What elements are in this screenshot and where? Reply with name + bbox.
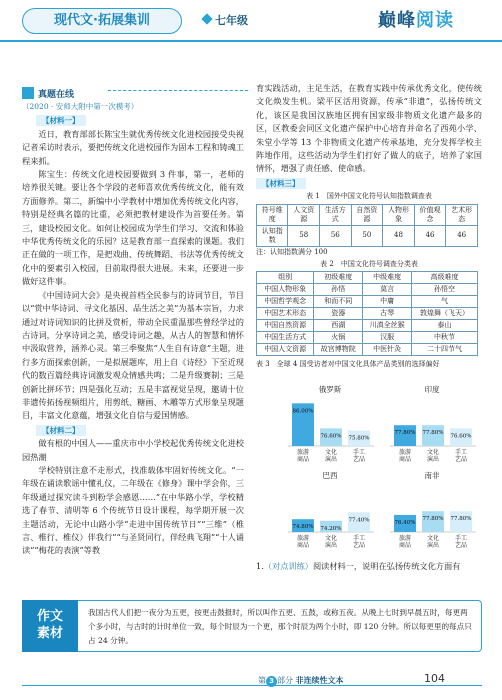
table-cell: 中庸 <box>363 296 412 308</box>
table-row <box>257 332 478 344</box>
table-cell: 孙悟 <box>314 284 363 296</box>
table-cell: 46 <box>414 225 446 246</box>
table-cell: 孙悟空 <box>412 284 478 296</box>
x-tick-label: 演出 <box>426 542 440 549</box>
page-number: 104 <box>424 672 445 685</box>
x-tick-label: 旅游 <box>398 449 412 456</box>
part-number-badge: 3 <box>266 676 277 687</box>
part-label <box>258 675 344 687</box>
section-title <box>22 82 242 98</box>
data-label: 76.60% <box>450 433 472 440</box>
table-cell: 人物形象 <box>383 204 415 225</box>
table-cell: 故宫博物院 <box>314 344 363 356</box>
table-cell: 莫言 <box>363 284 412 296</box>
table-cell: 价值观念 <box>414 204 446 225</box>
x-tick-label: 文化 <box>324 535 338 542</box>
tag-line-1: 作文 <box>36 609 63 624</box>
table-cell: 认知指数 <box>257 225 288 246</box>
logo-part-a: 巅峰 <box>378 10 416 31</box>
right-column <box>256 82 482 370</box>
table-cell: 泰山 <box>412 320 478 332</box>
tag-line-2: 素材 <box>36 626 63 641</box>
part-prefix: 第 <box>258 676 266 685</box>
panel-title: 印度 <box>424 385 440 394</box>
material-2-para-1: 学校特别注意不走形式，找准载体牢固好传统文化。“一年级在诵读歌谣中懂礼仪，二年级在《修身》课中学会你，三年级通过探究读斗到粉学会感恩……”在中华路小学，学校精选了春节、清明等 6 个传统节日设计课程，每学期开展一次主题活动，无论中山路小学“走进中国传统节日”“三维”（椎言、椎行、椎仪）伴我行”“与圣贤同行，伴经典飞翔”“十人诵读”“梅花的表演”等教 <box>22 464 244 556</box>
x-tick-label: 旅游 <box>398 535 412 542</box>
table-row <box>257 296 478 308</box>
table-cell: 58 <box>288 225 320 246</box>
material-1-para-1: 近日，教育部部长陈宝生就优秀传统文化进校园接受央视记者采访时表示，要把传统文化进校园作为固本工程和铸魂工程来抓。 <box>22 128 244 166</box>
x-tick-label: 演出 <box>324 456 338 463</box>
square-icon <box>22 87 34 99</box>
panel-title: 南非 <box>424 471 440 480</box>
panel-title: 巴西 <box>322 471 338 480</box>
part-title: 非连续性文本 <box>295 676 344 685</box>
data-label: 77.80% <box>422 430 444 437</box>
table-row <box>257 344 478 356</box>
writing-material-text: 我国古代人们把一夜分为五更，按更击鼓报时，所以叫作五更、五鼓，或称五夜。从晚上七时到早晨五时，每更两个多小时，与古时的计时单位一致，每个时辰为一个更，那个时辰为两个小时，即 120 分钟。所以每更里的每点只占 24 分钟。 <box>88 608 472 645</box>
x-tick-label: 艺品 <box>454 456 468 463</box>
table-cell: 古琴 <box>363 308 412 320</box>
brand-logo <box>378 6 454 32</box>
question-text: 阅读材料一，说明在弘扬传统文化方面有 <box>312 561 461 571</box>
material-1-para-3: 《中国诗词大会》是央视首档全民参与的诗词节目，节目以“赏中华诗词、寻文化基因、品生活之美”为基本宗旨，力求通过对诗词知识的比拼及赏析，带动全民重温那些曾经学过的古诗词，分享诗词之美，感受诗词之趣，从古人的智慧和情怀中汲取营养，涵养心灵。第三季聚焦“人生自有诗意”主题，进行多方面探索创新，一是拟展题库，用上自《诗经》下至近现代的数百篇经典诗词激发观众情感共鸣；二是升级赛制；三是创新比拼环节；四是强化互动；五是丰富视觉呈现，邀请十位非遗传拓扬视频组片，用剪纸、糖画、木雕等方式形象呈现题目，丰富文化意蕴，增强文化自信与爱国情感。 <box>22 289 244 421</box>
table-cell: 56 <box>320 225 352 246</box>
data-label: 86.00% <box>292 408 314 415</box>
x-tick-label: 艺品 <box>454 542 468 549</box>
table-cell: 中级难度 <box>363 272 412 284</box>
footer-rule <box>22 685 482 686</box>
table-cell: 二十四节气 <box>412 344 478 356</box>
data-label: 77.80% <box>394 430 416 437</box>
table-cell: 中医针灸 <box>363 344 412 356</box>
table-row <box>257 320 478 332</box>
material-3-label: 【材料三】 <box>256 178 306 189</box>
x-tick-label: 手工 <box>352 535 366 542</box>
table-row <box>257 204 478 225</box>
table-1 <box>256 204 478 247</box>
x-tick-label: 商品 <box>296 542 310 549</box>
table-cell: 瓷器 <box>314 308 363 320</box>
question-number: 1. <box>256 561 264 571</box>
table-cell: 气 <box>412 296 478 308</box>
x-tick-label: 演出 <box>426 456 440 463</box>
table-cell: 中国人物形象 <box>257 284 314 296</box>
table-cell: 中国艺术形态 <box>257 308 314 320</box>
data-label: 75.80% <box>348 435 370 442</box>
x-tick-label: 旅游 <box>296 535 310 542</box>
table-cell: 火锅 <box>314 332 363 344</box>
table-2-caption: 表 2 中国文化符号调查分类表 <box>320 259 418 268</box>
right-column-para: 育实践活动，主足生活，在教育实践中传承优秀文化，使传统文化焕发生机。梁平区活用资源，传承“非遗”，弘扬传统文化，该区是我国汉族地区拥有国家级非物质文化遗产最多的区，区教委会同区文化遗产保护中心培育并命名了西苑小学、朱堂小学等 13 个非物质文化遗产传承基地，充分发挥学校主阵地作用，这些活动为学生们打好了做人的底子，培养了家国情怀，增强了责任感、使命感。 <box>256 83 482 174</box>
table-1-note: 注：认知指数满分 100 <box>256 247 328 256</box>
table-cell: 符号维度 <box>257 204 288 225</box>
table-cell: 敦煌舞（飞天） <box>412 308 478 320</box>
table-cell: 自然资源 <box>351 204 383 225</box>
table-row <box>257 284 478 296</box>
table-cell: 汉服 <box>363 332 412 344</box>
table-cell: 50 <box>351 225 383 246</box>
data-label: 76.40% <box>394 519 416 526</box>
x-tick-label: 商品 <box>398 456 412 463</box>
left-column <box>22 100 244 558</box>
data-label: 74.80% <box>292 524 314 531</box>
table-cell: 组别 <box>257 272 314 284</box>
table-cell: 46 <box>446 225 478 246</box>
material-1-para-2: 陈宝生：传统文化进校园要做到 3 件事，第一，老师的培养很关键。要让各个学段的老师喜欢优秀传统文化，能有效方面修养。第二，新编中小学教材中增加优秀传统文化内容，特别是经典名篇的比重，必须把教材建设作为首要任务。第三，建设校园文化。如何让校园成为学生们学习、交流和体验中华优秀传统文化的乐园？这是教育部一直探索的课题。我们正在做的一项工作，是把戏曲、传统舞蹈、书法等优秀传统文化中的要素引入校园，目前取得很大进展。未来，还要进一步做好这件事。 <box>22 169 244 287</box>
table-1-caption: 表 1 国外中国文化符号认知指数调查表 <box>306 192 432 201</box>
header-rule <box>0 40 502 42</box>
data-label: 74.20% <box>320 525 342 532</box>
part-suffix: 部分 <box>277 676 293 685</box>
material-2-label: 【材料二】 <box>36 425 86 436</box>
table-cell: 中秋节 <box>412 332 478 344</box>
data-label: 76.60% <box>320 433 342 440</box>
x-tick-label: 手工 <box>454 535 468 542</box>
section-title-text: 真题在线 <box>38 90 75 100</box>
table-cell: 艺术形态 <box>446 204 478 225</box>
table-row <box>257 272 478 284</box>
x-tick-label: 手工 <box>352 449 366 456</box>
question-1 <box>256 560 482 573</box>
series-tab: 现代文·拓展集训 <box>22 8 182 34</box>
x-tick-label: 旅游 <box>296 449 310 456</box>
writing-material-tag <box>22 600 78 652</box>
x-tick-label: 文化 <box>324 449 338 456</box>
data-label: 77.80% <box>422 516 444 523</box>
question-source: （2020 · 安师大附中第一次模考） <box>22 102 139 111</box>
panel-title: 俄罗斯 <box>318 385 342 394</box>
data-label: 77.80% <box>450 516 472 523</box>
table-cell: 人文资源 <box>288 204 320 225</box>
table-cell: 川滇全丝猴 <box>363 320 412 332</box>
table-row <box>257 308 478 320</box>
x-tick-label: 演出 <box>324 542 338 549</box>
table-2 <box>256 271 478 356</box>
grade-label: 七年级 <box>215 14 248 27</box>
table-row <box>257 225 478 246</box>
table-cell: 中国生活方式 <box>257 332 314 344</box>
table-cell: 初级难度 <box>314 272 363 284</box>
question-tag: （对点训练） <box>263 561 313 571</box>
x-tick-label: 艺品 <box>352 542 366 549</box>
table-cell: 中国人文资源 <box>257 344 314 356</box>
material-1-label: 【材料一】 <box>36 115 86 126</box>
x-tick-label: 商品 <box>398 542 412 549</box>
x-tick-label: 艺品 <box>352 456 366 463</box>
table-cell: 中国哲学观念 <box>257 296 314 308</box>
data-label: 77.40% <box>348 517 370 524</box>
x-tick-label: 商品 <box>296 456 310 463</box>
table-cell: 生活方式 <box>320 204 352 225</box>
logo-part-b: 阅读 <box>416 10 454 31</box>
x-tick-label: 文化 <box>426 449 440 456</box>
table-cell: 和而不同 <box>314 296 363 308</box>
table-cell: 高级难度 <box>412 272 478 284</box>
chart-caption: 表 3 全球 4 国受访者对中国文化具体产品类别的选择偏好 <box>256 360 440 369</box>
preference-chart <box>280 380 482 552</box>
x-tick-label: 文化 <box>426 535 440 542</box>
material-2-title: 做有根的中国人——重庆市中小学校起优秀传统文化进校园热潮 <box>22 438 244 462</box>
table-cell: 西湖 <box>314 320 363 332</box>
table-cell: 48 <box>383 225 415 246</box>
table-cell: 中国自然资源 <box>257 320 314 332</box>
dashed-rule <box>108 90 248 91</box>
x-tick-label: 手工 <box>454 449 468 456</box>
